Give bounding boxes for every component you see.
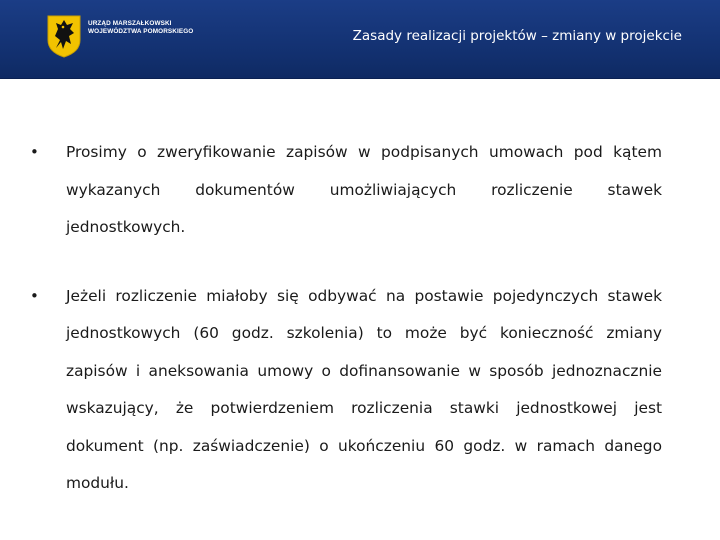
bullet-item-1: • Prosimy o zweryfikowanie zapisów w podpisanych umowach pod kątem wykazanych dokumentów umożliwiających rozliczenie stawek jednostkowych. — [30, 134, 662, 247]
organization-name-line2: WOJEWÓDZTWA POMORSKIEGO — [88, 28, 194, 36]
slide-content — [30, 134, 662, 534]
organization-name — [88, 20, 193, 37]
header-bar — [0, 0, 720, 79]
slide-title: Zasady realizacji projektów – zmiany w projekcie — [352, 28, 682, 44]
griffin-emblem-icon — [46, 14, 82, 58]
organization-name-line1: URZĄD MARSZAŁKOWSKI — [88, 20, 172, 27]
bullet-item-2: • Jeżeli rozliczenie miałoby się odbywać na postawie pojedynczych stawek jednostkowych (60 godz. szkolenia) to może być konieczność zmiany zapisów i aneksowania umowy o dofinansowanie w sposób jednoznacznie wskazujący, że potwierdzeniem rozliczenia stawki jednostkowej jest dokument (np. zaświadczenie) o ukończeniu 60 godz. w ramach danego modułu. — [30, 278, 662, 503]
